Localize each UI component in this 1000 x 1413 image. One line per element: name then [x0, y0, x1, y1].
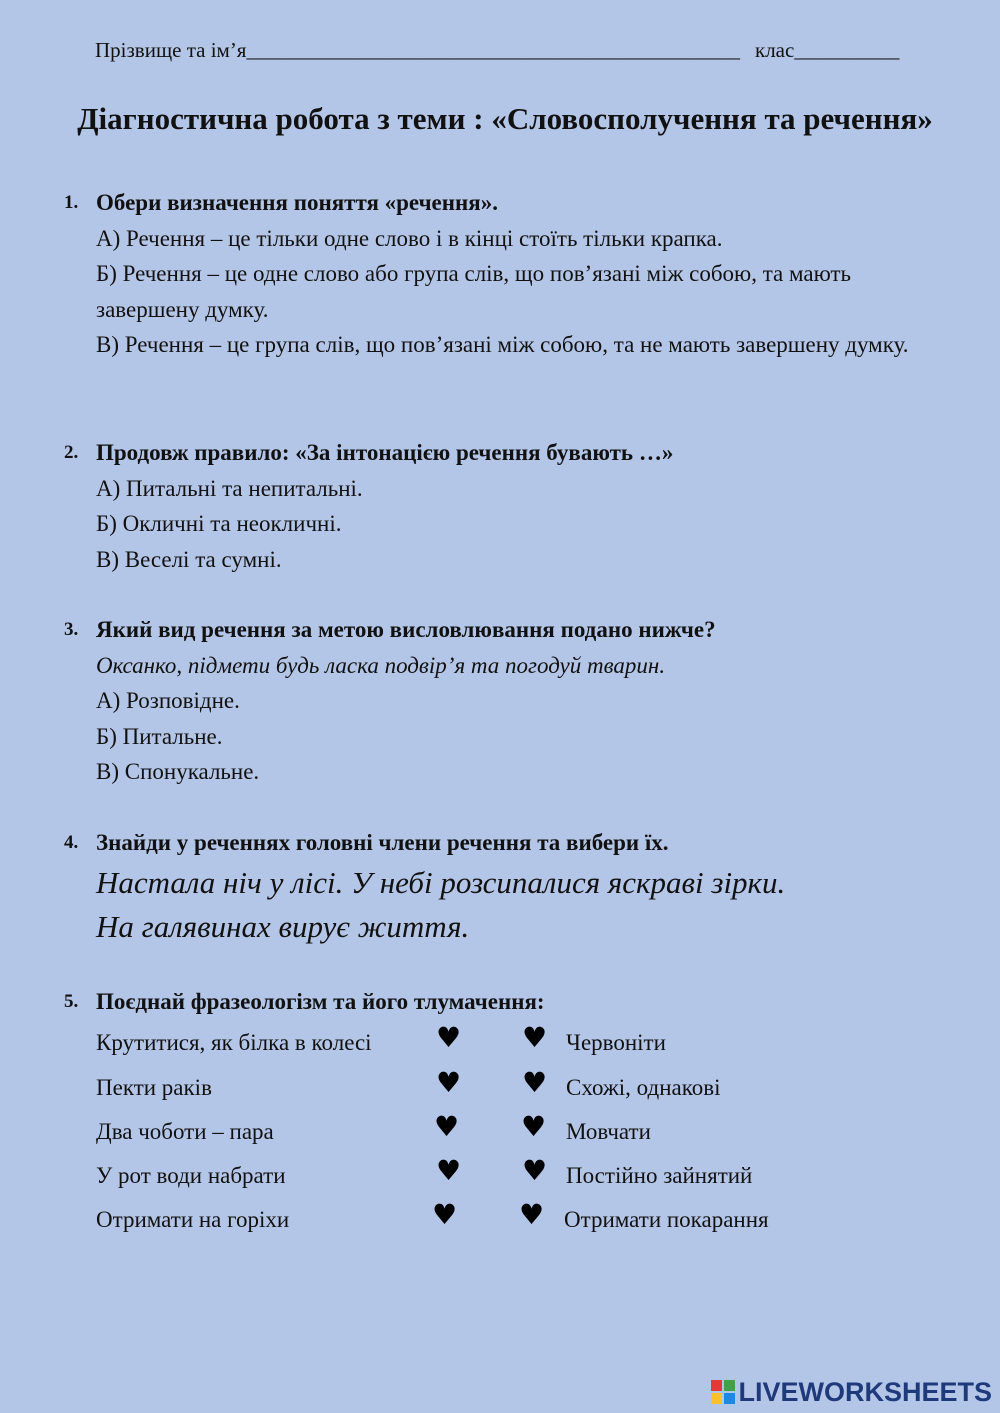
selectable-text-line-1[interactable]: Настала ніч у лісі. У небі розсипалися яскраві зірки.	[96, 864, 786, 900]
question-text: Продовж правило: «За інтонацією речення бувають …»	[96, 440, 674, 465]
question-number: 5.	[64, 991, 79, 1012]
question-2	[64, 435, 944, 577]
phrase-left: Отримати на горіхи	[96, 1207, 290, 1232]
option-c[interactable]: В) Речення – це група слів, що пов’язані між собою, та не мають завершену думку.	[96, 332, 909, 357]
phrase-left: У рот води набрати	[96, 1163, 286, 1188]
name-label: Прізвище та ім’я	[95, 38, 247, 62]
class-field[interactable]: __________	[794, 38, 900, 62]
question-text: Який вид речення за метою висловлювання подано нижче?	[96, 617, 716, 642]
match-row	[96, 1198, 896, 1251]
meaning-right: Червоніти	[566, 1030, 666, 1055]
meaning-right: Схожі, однакові	[566, 1075, 721, 1100]
heart-icon[interactable]: ♥	[436, 1154, 462, 1187]
heart-icon[interactable]: ♥	[432, 1198, 458, 1231]
heart-icon[interactable]: ♥	[521, 1110, 547, 1143]
match-row	[96, 1110, 896, 1163]
option-a[interactable]: А) Розповідне.	[96, 688, 240, 713]
question-text: Обери визначення поняття «речення».	[96, 190, 498, 215]
phrase-left: Пекти раків	[96, 1075, 212, 1100]
logo-blocks-icon	[711, 1380, 735, 1404]
question-text: Поєднай фразеологізм та його тлумачення:	[96, 989, 545, 1014]
logo-text: LIVEWORKSHEETS	[738, 1377, 992, 1407]
question-5	[64, 984, 944, 1020]
meaning-right: Постійно зайнятий	[566, 1163, 753, 1188]
option-b[interactable]: Б) Окличні та неокличні.	[96, 511, 342, 536]
match-row	[96, 1154, 896, 1207]
phrase-left: Два чоботи – пара	[96, 1119, 274, 1144]
heart-icon[interactable]: ♥	[436, 1021, 462, 1054]
option-c[interactable]: В) Спонукальне.	[96, 759, 260, 784]
page-title: Діагностична робота з теми : «Словосполучення та речення»	[77, 101, 933, 136]
question-text: Знайди у реченнях головні члени речення та вибери їх.	[96, 830, 669, 855]
heart-icon[interactable]: ♥	[436, 1066, 462, 1099]
phrase-left: Крутитися, як білка в колесі	[96, 1030, 372, 1055]
option-b[interactable]: Б) Речення – це одне слово або група слів, що пов’язані між собою, та мають завершену думку.	[96, 261, 852, 322]
student-header	[95, 38, 925, 63]
heart-icon[interactable]: ♥	[522, 1154, 548, 1187]
question-3	[64, 612, 944, 790]
example-sentence: Оксанко, підмети будь ласка подвір’я та погодуй тварин.	[96, 652, 666, 678]
heart-icon[interactable]: ♥	[522, 1021, 548, 1054]
liveworksheets-logo	[711, 1377, 992, 1407]
question-number: 3.	[64, 619, 79, 640]
name-field[interactable]: _______________________________________________	[246, 38, 740, 62]
question-number: 4.	[64, 832, 79, 853]
heart-icon[interactable]: ♥	[522, 1066, 548, 1099]
option-a[interactable]: А) Питальні та непитальні.	[96, 475, 363, 501]
option-b[interactable]: Б) Питальне.	[96, 723, 223, 749]
question-1	[64, 185, 944, 363]
question-number: 2.	[64, 442, 79, 463]
heart-icon[interactable]: ♥	[434, 1110, 460, 1143]
match-row	[96, 1066, 896, 1119]
meaning-right: Отримати покарання	[564, 1207, 769, 1232]
selectable-text-line-2[interactable]: На галявинах вирує життя.	[96, 908, 470, 944]
option-a[interactable]: А) Речення – це тільки одне слово і в кінці стоїть тільки крапка.	[96, 225, 723, 251]
option-c[interactable]: В) Веселі та сумні.	[96, 546, 282, 572]
heart-icon[interactable]: ♥	[519, 1198, 545, 1231]
meaning-right: Мовчати	[566, 1119, 651, 1144]
question-number: 1.	[64, 192, 79, 213]
match-row	[96, 1021, 896, 1074]
class-label: клас	[755, 38, 795, 62]
question-4	[64, 825, 944, 949]
